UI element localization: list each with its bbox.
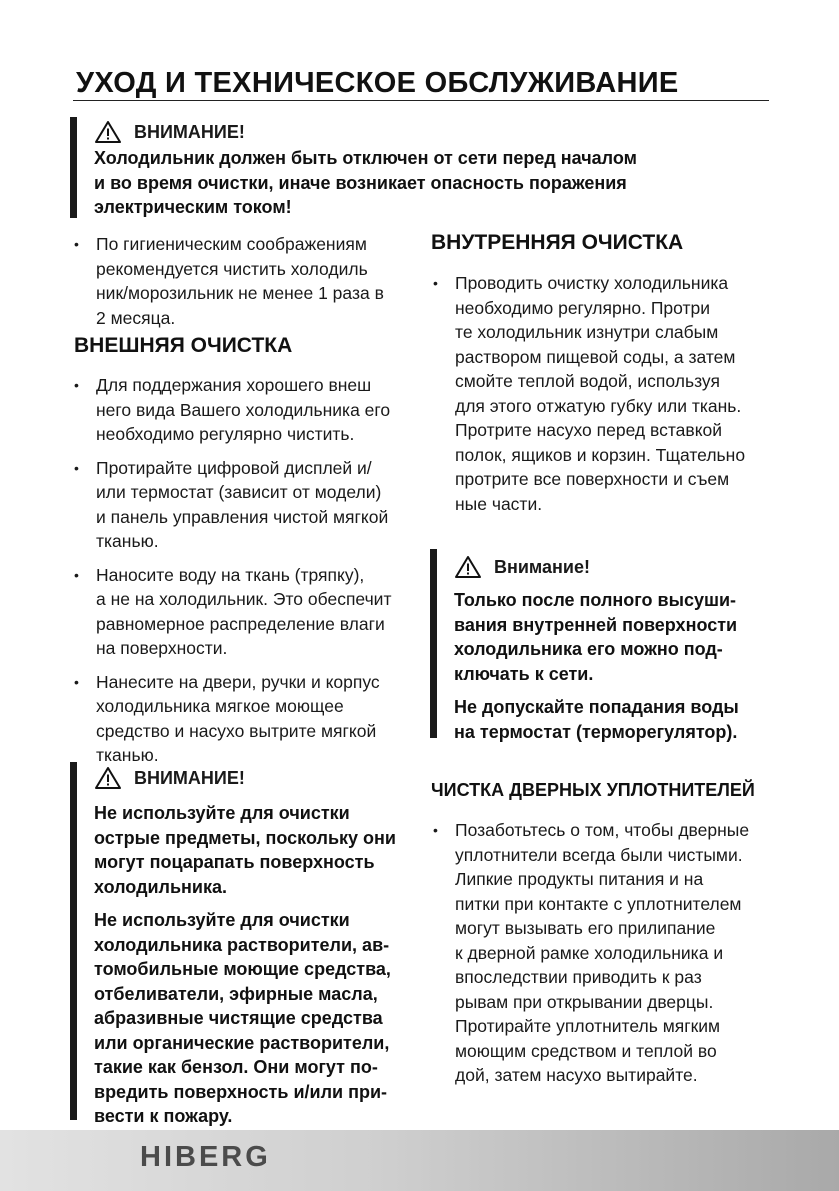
- warning-triangle-icon: [94, 766, 122, 790]
- warning-header: [454, 555, 590, 579]
- internal-bullet-list: [433, 271, 778, 516]
- warning-header: [94, 120, 245, 144]
- intro-bullet-list: [74, 232, 419, 330]
- warning-text: Только после полного высуши- вания внутренней поверхности холодильника его можно под- ключать к сети. Не допускайте попадания воды на термостат (терморегулятор).: [454, 590, 739, 742]
- list-item: • Проводить очистку холодильника необходимо регулярно. Протри те холодильник изнутри слабым раствором пищевой соды, а затем смойте теплой водой, используя для этого отжатую губку или ткань. Протрите насухо перед вставкой полок, ящиков и корзин. Тщательно протрите все поверхности и съем ные части.: [433, 271, 778, 516]
- list-item: • Позаботьтесь о том, чтобы дверные уплотнители всегда были чистыми. Липкие продукты питания и на питки при контакте с уплотнителем могут вызывать его прилипание к дверной рамке холодильника и впоследствии приводить к раз рывам при открывании дверцы. Протирайте уплотнитель мягким моющим средством и теплой во дой, затем насухо вытирайте.: [433, 818, 778, 1088]
- page-title: УХОД И ТЕХНИЧЕСКОЕ ОБСЛУЖИВАНИЕ: [76, 67, 679, 99]
- warning-bar: [70, 117, 77, 218]
- warning-label: ВНИМАНИЕ!: [134, 121, 245, 142]
- warning-label: Внимание!: [494, 556, 590, 577]
- warning-line: Холодильник должен быть отключен от сети перед началом: [94, 148, 637, 168]
- warning-label: ВНИМАНИЕ!: [134, 767, 245, 788]
- page-footer: [0, 1130, 839, 1191]
- brand-logo: HIBERG: [140, 1141, 271, 1173]
- warning-bar: [430, 549, 437, 738]
- seals-bullet-list: [433, 818, 778, 1088]
- warning-line: электрическим током!: [94, 197, 292, 217]
- warning-header: [94, 766, 245, 790]
- list-item: • Для поддержания хорошего внеш него вида Вашего холодильника его необходимо регулярно чистить.: [74, 373, 419, 447]
- internal-cleaning-heading: ВНУТРЕННЯЯ ОЧИСТКА: [431, 231, 684, 254]
- title-underline: [73, 100, 769, 101]
- door-seals-heading: ЧИСТКА ДВЕРНЫХ УПЛОТНИТЕЛЕЙ: [431, 780, 755, 800]
- list-item: • Наносите воду на ткань (тряпку), а не на холодильник. Это обеспечит равномерное распределение влаги на поверхности.: [74, 563, 419, 661]
- list-item: • Нанесите на двери, ручки и корпус холодильника мягкое моющее средство и насухо вытрите мягкой тканью.: [74, 670, 419, 768]
- warning-line: и во время очистки, иначе возникает опасность поражения: [94, 172, 627, 193]
- list-item: • Протирайте цифровой дисплей и/ или термостат (зависит от модели) и панель управления чистой мягкой тканью.: [74, 456, 419, 554]
- list-item: • По гигиеническим соображениям рекомендуется чистить холодиль ник/морозильник не менее 1 раза в 2 месяца.: [74, 232, 419, 330]
- external-cleaning-heading: ВНЕШНЯЯ ОЧИСТКА: [74, 334, 293, 357]
- external-bullet-list: [74, 373, 419, 768]
- warning-triangle-icon: [454, 555, 482, 579]
- warning-text: Не используйте для очистки острые предметы, поскольку они могут поцарапать поверхность холодильника. Не используйте для очистки холодильника растворители, ав- томобильные моющие средства, отбеливатели, эфирные масла, абразивные чистящие средства или органические растворители, такие как бензол. Они могут по- вредить поверхность и/или при- вести к пожару.: [94, 803, 396, 1126]
- warning-triangle-icon: [94, 120, 122, 144]
- warning-text: [94, 146, 714, 220]
- warning-bar: [70, 762, 77, 1120]
